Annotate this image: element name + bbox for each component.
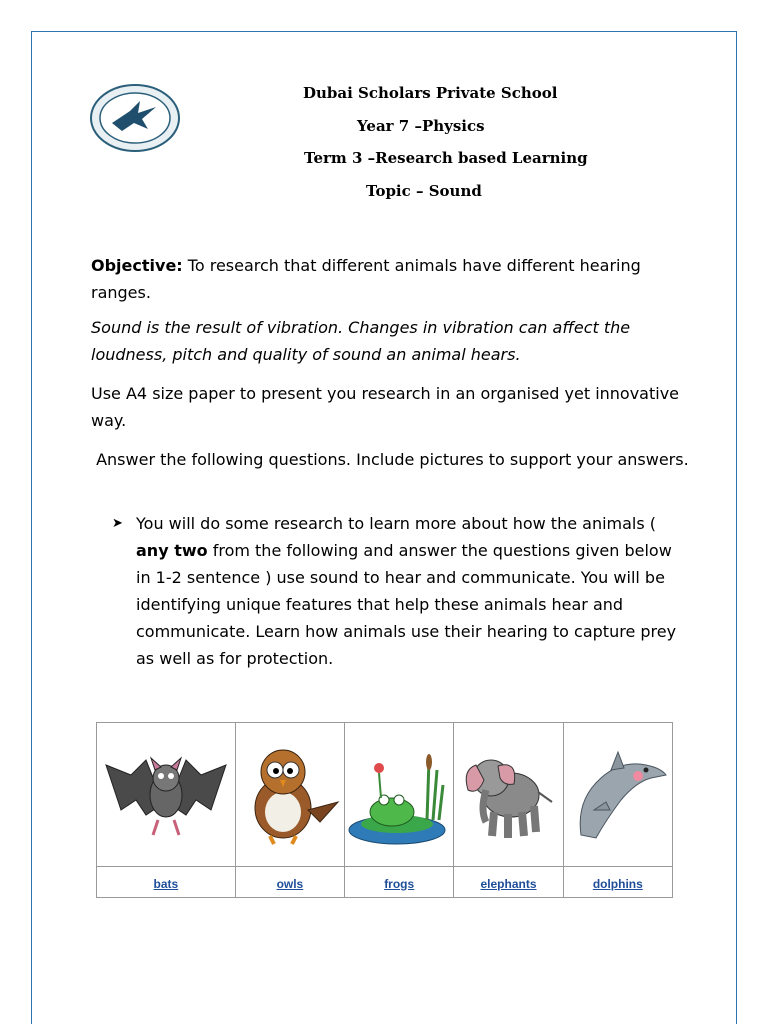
- topic-title: Topic – Sound: [366, 182, 482, 200]
- bullet-text: [136, 510, 681, 672]
- animal-label-row: [97, 867, 673, 898]
- bat-cell: [97, 723, 236, 867]
- arrow-bullet-icon: ➤: [112, 516, 123, 531]
- year-subject: Year 7 –Physics: [357, 117, 485, 135]
- frog-cell: [345, 723, 454, 867]
- elephant-cell: [454, 723, 563, 867]
- animals-table: [96, 722, 673, 898]
- frog-icon: [347, 740, 451, 850]
- owl-cell: [235, 723, 344, 867]
- objective-paragraph: [91, 252, 691, 306]
- dolphin-cell: [563, 723, 672, 867]
- frogs-label-cell: [345, 867, 454, 898]
- owls-label-cell: [235, 867, 344, 898]
- objective-label: Objective:: [91, 256, 183, 275]
- school-logo-icon: [90, 83, 180, 153]
- answer-text: Answer the following questions. Include pictures to support your answers.: [96, 450, 689, 469]
- bullet-text-after: from the following and answer the questions given below in 1-2 sentence ) use sound to hear and communicate. You will be identifying unique features that help these animals hear and communicate. Learn how animals use their hearing to capture prey as well as for protection.: [136, 541, 677, 668]
- answer-paragraph: [91, 446, 691, 473]
- school-name: Dubai Scholars Private School: [303, 84, 558, 102]
- sound-paragraph: Sound is the result of vibration. Changes in vibration can affect the loudness, pitch and quality of sound an animal hears.: [91, 318, 631, 364]
- bullet-bold-text: any two: [136, 541, 208, 560]
- term-title: Term 3 –Research based Learning: [304, 149, 588, 167]
- use-paragraph: Use A4 size paper to present you research in an organised yet innovative way.: [91, 384, 680, 430]
- objective-text: To research that different animals have different hearing ranges.: [91, 256, 641, 302]
- dolphin-icon: [566, 740, 670, 850]
- owl-icon: [238, 740, 342, 850]
- dolphins-label-cell: [563, 867, 672, 898]
- elephants-label-cell: [454, 867, 563, 898]
- dolphins-link[interactable]: dolphins: [592, 876, 643, 891]
- frogs-link[interactable]: frogs: [384, 876, 415, 891]
- bullet-text-before: You will do some research to learn more about how the animals (: [136, 514, 657, 533]
- bats-label-cell: [97, 867, 236, 898]
- elephant-icon: [456, 740, 560, 850]
- owls-link[interactable]: owls: [276, 876, 304, 891]
- elephants-link[interactable]: elephants: [480, 876, 537, 891]
- animal-image-row: [97, 723, 673, 867]
- bat-icon: [101, 740, 231, 850]
- bats-link[interactable]: bats: [153, 876, 179, 891]
